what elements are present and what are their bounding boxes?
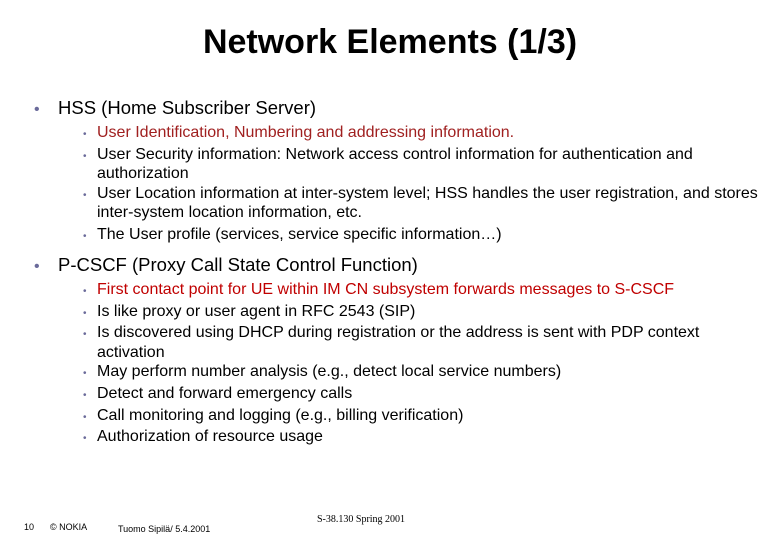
course-name: S-38.130 Spring 2001 bbox=[317, 514, 406, 525]
list-item: • Detect and forward emergency calls bbox=[83, 384, 723, 406]
list-item: • User Security information: Network access control information for authentication and authorization bbox=[83, 145, 693, 183]
list-item: • Is discovered using DHCP during registration or the address is sent with PDP context activation bbox=[83, 324, 700, 361]
author-date: Tuomo Sipilä/ 5.4.2001 bbox=[118, 524, 211, 534]
sub-bullet-icon: • bbox=[83, 286, 87, 297]
page-number: 10 bbox=[24, 522, 35, 532]
sub-list bbox=[30, 280, 723, 449]
list-item: • Authorization of resource usage bbox=[83, 427, 723, 449]
slide-title: Network Elements (1/3) bbox=[202, 23, 578, 61]
sub-bullet-icon: • bbox=[83, 329, 87, 341]
bullet-icon: • bbox=[34, 101, 40, 118]
bullet-icon: • bbox=[34, 258, 40, 275]
sub-bullet-icon: • bbox=[83, 411, 87, 423]
list-item: • May perform number analysis (e.g., detect local service numbers) bbox=[83, 362, 723, 384]
sub-bullet-icon: • bbox=[83, 307, 87, 319]
bullet-heading: HSS (Home Subscriber Server) bbox=[58, 97, 317, 118]
bullet-heading: P-CSCF (Proxy Call State Control Function) bbox=[58, 254, 418, 275]
sub-bullet-icon: • bbox=[83, 389, 87, 401]
sub-list bbox=[30, 123, 763, 247]
list-item: • User Identification, Numbering and addressing information. bbox=[83, 123, 763, 145]
list-item: • Call monitoring and logging (e.g., billing verification) bbox=[83, 406, 723, 428]
sub-bullet-icon: • bbox=[83, 368, 87, 380]
company-name: © NOKIA bbox=[50, 522, 88, 532]
list-item: • First contact point for UE within IM CN subsystem forwards messages to S-CSCF bbox=[83, 280, 723, 302]
bullet-hss bbox=[30, 97, 758, 247]
sub-bullet-icon: • bbox=[83, 189, 87, 201]
list-item: • The User profile (services, service specific information…) bbox=[83, 225, 763, 247]
sub-bullet-icon: • bbox=[83, 129, 87, 140]
sub-bullet-icon: • bbox=[83, 150, 87, 162]
sub-bullet-icon: • bbox=[83, 433, 87, 445]
list-item: • User Location information at inter-system level; HSS handles the user registration, and stores inter-system location information, etc. bbox=[83, 184, 758, 222]
sub-bullet-icon: • bbox=[83, 230, 87, 242]
list-item: • Is like proxy or user agent in RFC 2543 (SIP) bbox=[83, 302, 723, 324]
bullet-pcscf bbox=[30, 254, 750, 449]
